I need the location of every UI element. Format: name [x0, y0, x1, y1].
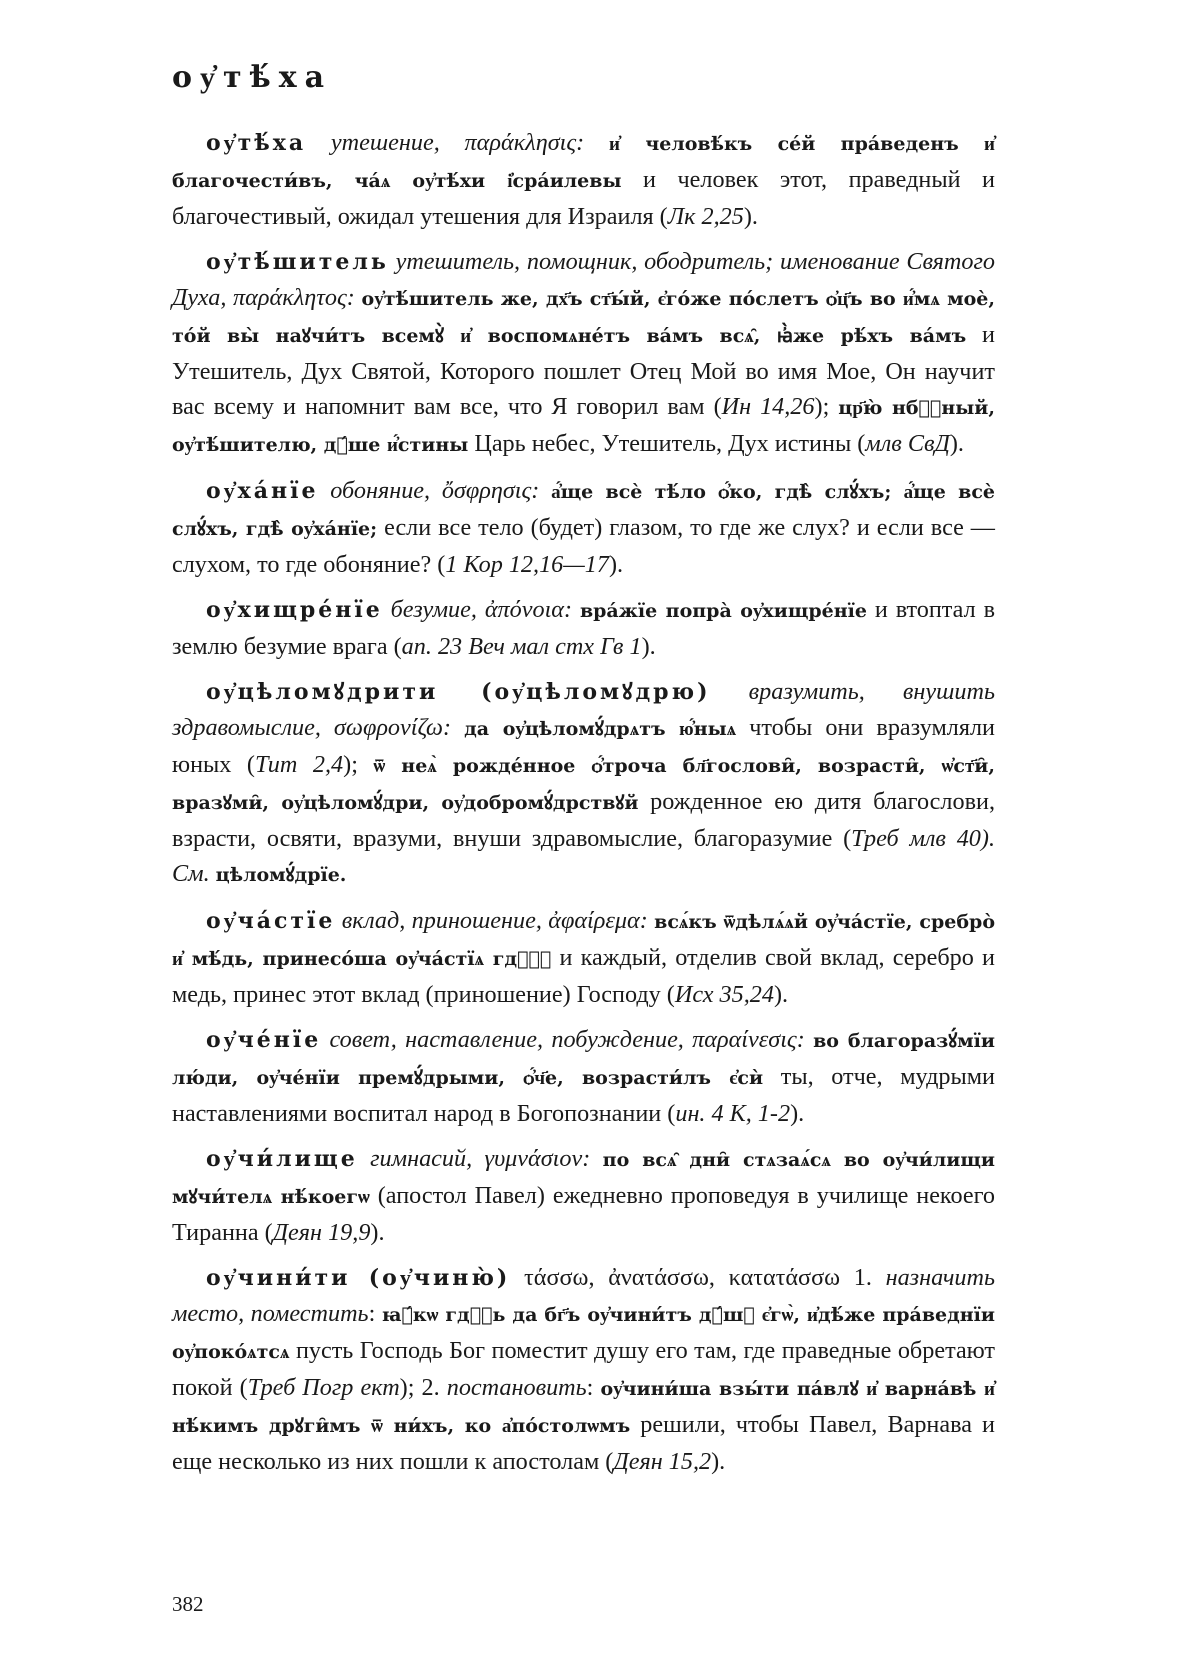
entry [172, 674, 995, 893]
slavonic-quote: цр҃ю̀ нбⷭ҇ный, оу҆тѣ́шителю, дꙋ́ше и҆́стины [172, 397, 995, 456]
reference: Треб Погр ект [247, 1374, 400, 1401]
reference: Деян 19,9 [272, 1219, 371, 1246]
entry [172, 1141, 995, 1250]
definition: гимнасий, γυμνάσιον: [357, 1145, 603, 1172]
sense-1: назначить место, поместить [172, 1264, 995, 1327]
definition: безумие, ἀπόνοια: [382, 596, 580, 623]
definition: совет, наставление, побуждение, παραίνεσις: [321, 1026, 814, 1053]
colon: : [586, 1374, 601, 1401]
sense-2: постановить [446, 1374, 587, 1401]
headword: оу҆тѣ́шитель [206, 249, 389, 275]
translation: (апостол Павел) ежедневно проповедуя в училище некоего Тиранна ( [172, 1182, 995, 1246]
reference: ин. 4 К, 1-2 [675, 1100, 791, 1127]
headword: оу҆чини́ти (оу҆чиню̀) [206, 1265, 511, 1291]
translation: и человек этот, праведный и благочестивый, ожидал утешения для Израиля ( [172, 166, 995, 230]
colon: : [368, 1300, 382, 1327]
running-head: оу҆тѣ́ха [172, 60, 333, 95]
translation: и Утешитель, Дух Святой, Которого пошлет Отец Мой во имя Мое, Он научит вас всему и напомнит вам все, что Я говорил вам ( [172, 321, 995, 420]
translation: чтобы они вразумляли юных ( [172, 714, 995, 778]
translation: пусть Господь Бог поместит душу его там, где праведные обретают покой ( [172, 1337, 995, 1401]
translation: и каждый, отделив свой вклад, серебро и медь, принес этот вклад (приношение) Господу ( [172, 944, 995, 1008]
headword: оу҆ха́нїе [206, 478, 319, 504]
reference: ап. 23 Веч мал стх Гв 1 [401, 633, 642, 660]
headword: оу҆цѣломꙋдрити (оу҆цѣломꙋдрю) [206, 679, 711, 705]
closing: ). [790, 1100, 805, 1127]
definition: утешитель, помощник, ободритель; именование Святого Духа, παράκλητος: [172, 248, 995, 311]
definition: вразумить, внушить здравомыслие, σωφρονίζω: [172, 678, 995, 741]
reference: Лк 2,25 [667, 203, 744, 230]
definition: τάσσω, ἀνατάσσω, κατατάσσω 1. [510, 1264, 886, 1291]
closing: ). [608, 551, 624, 578]
translation: Царь небес, Утешитель, Дух истины ( [468, 430, 866, 457]
separator: ); [814, 393, 839, 420]
see-also: цѣломꙋ́дрїе. [215, 864, 347, 886]
translation: и втоптал в землю безумие врага ( [172, 596, 995, 660]
dictionary-page [172, 60, 995, 1489]
headword: оу҆че́нїе [206, 1027, 322, 1053]
reference: Треб млв 40 [851, 825, 981, 852]
closing: ). [641, 633, 656, 660]
reference: млв СвД [865, 430, 950, 457]
definition: вклад, приношение, ἀφαίρεμα: [335, 907, 655, 934]
slavonic-quote: оу҆чини́ша взы́ти па́влꙋ и҆ варна́вѣ и҆ нѣ́кимъ дрꙋги̑мъ ѿ ни́хъ, ко а҆по́столѡмъ [172, 1378, 995, 1437]
headword: оу҆тѣ́ха [206, 130, 307, 156]
closing: ). [949, 430, 964, 457]
slavonic-quote: и҆ человѣ́къ се́й пра́веденъ и҆ благочести́въ, ча́ѧ оу҆тѣ́хи і҆сра́илевы [172, 133, 996, 192]
headword: оу҆ча́стїе [206, 908, 336, 934]
closing: ). [743, 203, 758, 230]
closing: ). [773, 981, 789, 1008]
closing: ). См. [172, 825, 995, 887]
reference: 1 Кор 12,16—17 [445, 551, 609, 578]
slavonic-quote: всѧ́къ ѿдѣлѧ́ѧй оу҆ча́стїе, сребро̀ и҆ мѣ́дь, принесо́ша оу҆ча́стїѧ гдⷭ҇ꙋ [172, 911, 995, 970]
translation: ты, отче, мудрыми наставлениями воспитал народ в Богопознании ( [172, 1063, 996, 1127]
slavonic-quote: да оу҆цѣломꙋ́дрѧтъ ю҆́ныѧ [464, 718, 737, 740]
closing: ). [370, 1219, 385, 1246]
slavonic-quote: а҆́ще всѐ тѣ́ло ѻ҆́ко, гдѣ̀ слꙋ́хъ; а҆́ще всѐ слꙋ́хъ, гдѣ̀ оу҆ха́нїе; [172, 481, 995, 540]
translation: если все тело (будет) глазом, то где же слух? и если все — слухом, то где обоняние? ( [172, 514, 995, 578]
entry [172, 244, 995, 463]
slavonic-quote: ѿ неѧ̀ рожде́нное ѻ҆́троча бл҃гослови̑, возрасти̑, ѡ҆ст҃и̑, вразꙋми̑, оу҆цѣломꙋ́дри, оу҆добромꙋ́дрствꙋй [172, 755, 996, 814]
page-number: 382 [172, 1592, 204, 1616]
closing: ). [711, 1448, 726, 1475]
slavonic-quote: вра́жїе попра̀ оу҆хищре́нїе [579, 600, 867, 622]
reference: Ин 14,26 [721, 393, 815, 420]
entry [172, 125, 995, 234]
definition: утешение, παράκλησις: [306, 129, 610, 156]
headword: оу҆чи́лище [206, 1146, 358, 1172]
translation: решили, чтобы Павел, Варнава и еще несколько из них пошли к апостолам ( [172, 1411, 995, 1475]
separator: ); [343, 751, 374, 778]
slavonic-quote: ꙗ҆́кѡ гдⷭ҇ь да бг҃ъ оу҆чини́тъ дꙋ́шꙋ є҆гѡ̀, и҆дѣ́же пра́веднїи оу҆поко́ѧтсѧ [172, 1304, 995, 1363]
slavonic-quote: оу҆тѣ́шитель же, дх҃ъ ст҃ы́й, є҆го́же по́слетъ ѻ҆ц҃ъ во и҆́мѧ моѐ, то́й вы̀ наꙋчи́тъ всемꙋ̀ и҆ воспомѧне́тъ ва́мъ всѧ̑, ꙗ҆̀же рѣ́хъ ва́мъ [172, 288, 995, 347]
slavonic-quote: во благоразꙋ́мїи лю́ди, оу҆че́нїи премꙋ́дрыми, ѻ҆́ч҃е, возрасти́лъ є҆сѝ [172, 1030, 995, 1089]
reference: Исх 35,24 [674, 981, 774, 1008]
entry [172, 592, 995, 664]
entry [172, 1022, 995, 1131]
reference: Тит 2,4 [254, 751, 344, 778]
entry [172, 1260, 995, 1479]
separator: ); 2. [399, 1374, 447, 1401]
translation: рожденное ею дитя благослови, взрасти, освяти, вразуми, внуши здравомыслие, благоразумие ( [172, 788, 995, 852]
headword: оу҆хищре́нїе [206, 597, 383, 623]
definition: обоняние, ὄσφρησις: [318, 477, 552, 504]
entry [172, 903, 995, 1012]
slavonic-quote: по всѧ̑ дни̑ стѧзаѧ́сѧ во оу҆чи́лищи мꙋчи́телѧ нѣ́коегѡ [172, 1149, 995, 1208]
entry [172, 473, 995, 582]
reference: Деян 15,2 [613, 1448, 712, 1475]
